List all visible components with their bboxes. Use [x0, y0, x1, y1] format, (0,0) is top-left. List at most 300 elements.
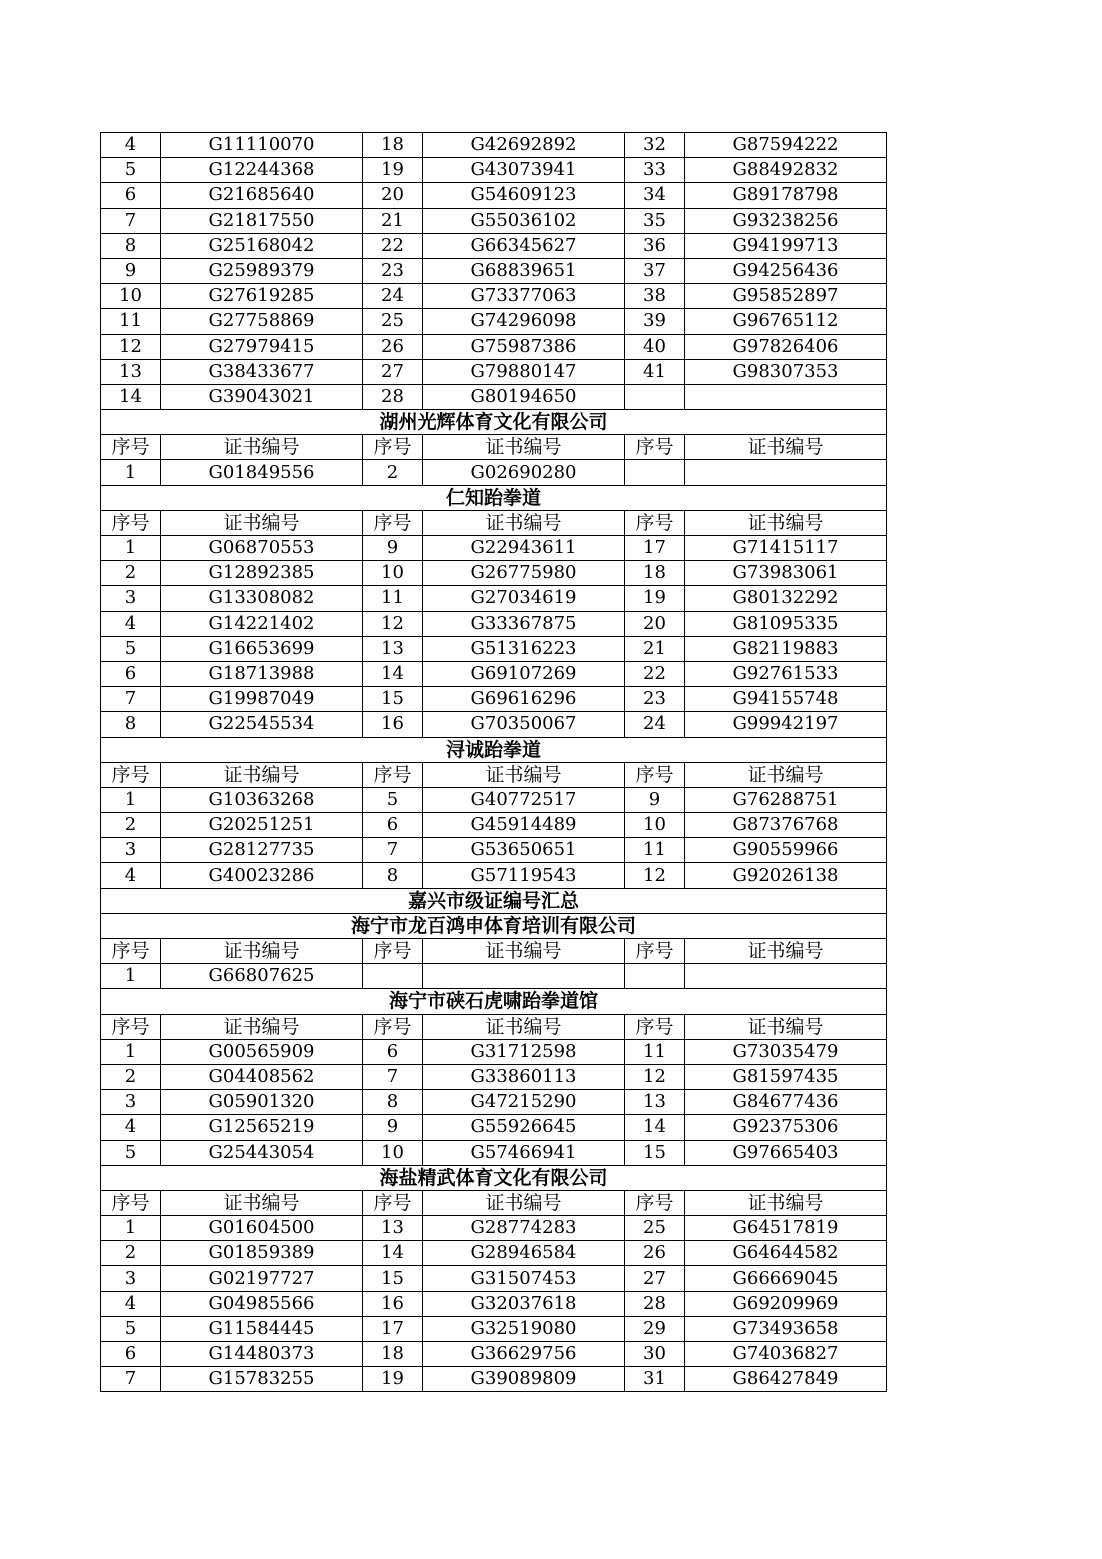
cert-number-header: 证书编号 — [423, 762, 625, 787]
cert-number-cell: G01859389 — [161, 1241, 363, 1266]
seq-cell: 13 — [625, 1090, 685, 1115]
cert-number-cell: G80194650 — [423, 384, 625, 409]
seq-cell: 8 — [363, 863, 423, 888]
cert-number-header: 证书编号 — [423, 435, 625, 460]
cert-number-cell: G66345627 — [423, 233, 625, 258]
table-row — [101, 1316, 887, 1341]
cert-number-cell: G69107269 — [423, 661, 625, 686]
cert-number-header: 证书编号 — [161, 435, 363, 460]
seq-cell: 13 — [363, 1216, 423, 1241]
seq-cell: 11 — [101, 309, 161, 334]
seq-cell: 3 — [101, 1090, 161, 1115]
cert-number-cell: G02197727 — [161, 1266, 363, 1291]
table-row — [101, 787, 887, 812]
cert-number-cell: G27758869 — [161, 309, 363, 334]
cert-number-header: 证书编号 — [161, 1190, 363, 1215]
seq-header: 序号 — [101, 1014, 161, 1039]
table-row — [101, 1115, 887, 1140]
cert-number-cell: G28946584 — [423, 1241, 625, 1266]
column-header-row — [101, 762, 887, 787]
table-row — [101, 1090, 887, 1115]
seq-header: 序号 — [101, 762, 161, 787]
table-row — [101, 1064, 887, 1089]
seq-cell: 7 — [363, 838, 423, 863]
seq-cell — [625, 384, 685, 409]
seq-header: 序号 — [101, 435, 161, 460]
seq-cell: 10 — [363, 561, 423, 586]
cert-number-cell: G73983061 — [685, 561, 887, 586]
seq-cell: 8 — [101, 712, 161, 737]
seq-cell: 12 — [363, 611, 423, 636]
cert-number-header: 证书编号 — [161, 1014, 363, 1039]
table-row — [101, 183, 887, 208]
cert-number-header: 证书编号 — [423, 939, 625, 964]
cert-number-cell: G01849556 — [161, 460, 363, 485]
cert-number-cell: G94199713 — [685, 233, 887, 258]
seq-header: 序号 — [101, 939, 161, 964]
table-row — [101, 964, 887, 989]
seq-cell: 10 — [363, 1140, 423, 1165]
table-row — [101, 1039, 887, 1064]
seq-cell: 1 — [101, 1039, 161, 1064]
cert-number-cell: G89178798 — [685, 183, 887, 208]
section-title: 浔诚跆拳道 — [101, 737, 887, 762]
seq-cell: 24 — [625, 712, 685, 737]
column-header-row — [101, 510, 887, 535]
seq-cell: 7 — [101, 1367, 161, 1392]
cert-number-cell: G31712598 — [423, 1039, 625, 1064]
seq-cell: 8 — [363, 1090, 423, 1115]
cert-number-cell: G64517819 — [685, 1216, 887, 1241]
cert-number-header: 证书编号 — [423, 1014, 625, 1039]
seq-cell: 17 — [363, 1316, 423, 1341]
cert-number-cell: G02690280 — [423, 460, 625, 485]
section-title: 嘉兴市级证编号汇总 — [101, 888, 887, 913]
cert-number-cell: G26775980 — [423, 561, 625, 586]
cert-number-cell: G71415117 — [685, 536, 887, 561]
seq-header: 序号 — [363, 1014, 423, 1039]
cert-number-cell: G27979415 — [161, 334, 363, 359]
cert-number-cell: G64644582 — [685, 1241, 887, 1266]
table-row — [101, 158, 887, 183]
section-title-row — [101, 410, 887, 435]
seq-cell: 19 — [363, 1367, 423, 1392]
seq-cell: 26 — [625, 1241, 685, 1266]
seq-cell: 21 — [363, 208, 423, 233]
seq-cell: 2 — [101, 561, 161, 586]
cert-number-cell: G98307353 — [685, 359, 887, 384]
seq-cell: 5 — [101, 158, 161, 183]
seq-cell — [625, 460, 685, 485]
table-row — [101, 208, 887, 233]
cert-number-cell: G97665403 — [685, 1140, 887, 1165]
cert-number-cell: G92761533 — [685, 661, 887, 686]
cert-number-cell: G74296098 — [423, 309, 625, 334]
table-row — [101, 1291, 887, 1316]
seq-cell: 15 — [363, 687, 423, 712]
cert-number-cell: G32519080 — [423, 1316, 625, 1341]
seq-cell: 6 — [363, 813, 423, 838]
seq-cell: 27 — [625, 1266, 685, 1291]
cert-number-header: 证书编号 — [423, 510, 625, 535]
seq-cell: 20 — [625, 611, 685, 636]
cert-number-cell: G11110070 — [161, 133, 363, 158]
seq-cell: 3 — [101, 586, 161, 611]
cert-number-cell — [685, 384, 887, 409]
seq-cell: 26 — [363, 334, 423, 359]
seq-cell — [625, 964, 685, 989]
cert-number-cell: G12565219 — [161, 1115, 363, 1140]
table-row — [101, 586, 887, 611]
cert-number-cell: G74036827 — [685, 1342, 887, 1367]
cert-number-header: 证书编号 — [685, 510, 887, 535]
seq-cell: 9 — [101, 258, 161, 283]
cert-number-cell: G10363268 — [161, 787, 363, 812]
seq-cell: 12 — [101, 334, 161, 359]
cert-number-cell: G69616296 — [423, 687, 625, 712]
seq-cell: 16 — [363, 712, 423, 737]
cert-number-cell: G25989379 — [161, 258, 363, 283]
cert-number-cell: G27619285 — [161, 284, 363, 309]
seq-header: 序号 — [101, 1190, 161, 1215]
seq-cell: 24 — [363, 284, 423, 309]
seq-header: 序号 — [363, 435, 423, 460]
table-row — [101, 1367, 887, 1392]
seq-cell: 4 — [101, 1115, 161, 1140]
table-row — [101, 233, 887, 258]
cert-number-cell: G39043021 — [161, 384, 363, 409]
cert-number-cell: G55926645 — [423, 1115, 625, 1140]
seq-header: 序号 — [625, 1014, 685, 1039]
cert-number-cell: G28127735 — [161, 838, 363, 863]
seq-cell: 23 — [625, 687, 685, 712]
cert-number-header: 证书编号 — [685, 1014, 887, 1039]
seq-cell: 2 — [101, 1064, 161, 1089]
seq-cell: 12 — [625, 1064, 685, 1089]
seq-cell: 10 — [625, 813, 685, 838]
cert-number-cell: G22943611 — [423, 536, 625, 561]
cert-number-cell: G47215290 — [423, 1090, 625, 1115]
cert-number-cell: G90559966 — [685, 838, 887, 863]
seq-header: 序号 — [101, 510, 161, 535]
seq-cell: 5 — [101, 636, 161, 661]
cert-number-cell: G73493658 — [685, 1316, 887, 1341]
seq-cell: 5 — [363, 787, 423, 812]
seq-cell: 41 — [625, 359, 685, 384]
table-row — [101, 258, 887, 283]
seq-cell: 39 — [625, 309, 685, 334]
table-row — [101, 813, 887, 838]
table-row — [101, 1266, 887, 1291]
seq-cell: 2 — [363, 460, 423, 485]
seq-cell: 8 — [101, 233, 161, 258]
cert-number-cell: G25443054 — [161, 1140, 363, 1165]
cert-number-cell: G92375306 — [685, 1115, 887, 1140]
cert-number-cell: G95852897 — [685, 284, 887, 309]
column-header-row — [101, 435, 887, 460]
seq-cell: 7 — [101, 208, 161, 233]
cert-number-cell: G40023286 — [161, 863, 363, 888]
cert-number-cell: G82119883 — [685, 636, 887, 661]
seq-cell: 4 — [101, 863, 161, 888]
cert-number-cell: G87594222 — [685, 133, 887, 158]
seq-cell: 5 — [101, 1316, 161, 1341]
seq-cell: 4 — [101, 133, 161, 158]
cert-number-cell: G21817550 — [161, 208, 363, 233]
cert-number-cell: G94155748 — [685, 687, 887, 712]
cert-number-cell: G21685640 — [161, 183, 363, 208]
cert-number-cell: G73035479 — [685, 1039, 887, 1064]
cert-number-cell: G43073941 — [423, 158, 625, 183]
cert-number-cell: G73377063 — [423, 284, 625, 309]
cert-number-cell: G11584445 — [161, 1316, 363, 1341]
cert-number-cell: G86427849 — [685, 1367, 887, 1392]
table-row — [101, 309, 887, 334]
seq-cell: 37 — [625, 258, 685, 283]
seq-cell: 13 — [363, 636, 423, 661]
cert-number-cell: G80132292 — [685, 586, 887, 611]
seq-cell: 18 — [625, 561, 685, 586]
cert-number-cell: G39089809 — [423, 1367, 625, 1392]
table-row — [101, 133, 887, 158]
seq-cell: 33 — [625, 158, 685, 183]
cert-number-cell: G12244368 — [161, 158, 363, 183]
seq-cell: 10 — [101, 284, 161, 309]
seq-cell: 1 — [101, 536, 161, 561]
cert-number-cell: G15783255 — [161, 1367, 363, 1392]
seq-cell: 11 — [625, 1039, 685, 1064]
table-row — [101, 838, 887, 863]
seq-cell: 14 — [363, 1241, 423, 1266]
table-row — [101, 536, 887, 561]
seq-cell: 4 — [101, 611, 161, 636]
seq-cell: 36 — [625, 233, 685, 258]
seq-cell: 25 — [363, 309, 423, 334]
table-row — [101, 636, 887, 661]
seq-cell: 22 — [625, 661, 685, 686]
cert-number-cell: G70350067 — [423, 712, 625, 737]
column-header-row — [101, 939, 887, 964]
cert-number-cell: G20251251 — [161, 813, 363, 838]
seq-cell: 6 — [101, 183, 161, 208]
section-title-row — [101, 888, 887, 913]
cert-number-cell: G93238256 — [685, 208, 887, 233]
seq-cell: 2 — [101, 813, 161, 838]
seq-cell: 14 — [101, 384, 161, 409]
cert-number-cell: G87376768 — [685, 813, 887, 838]
certificate-table-body — [101, 133, 887, 1392]
seq-header: 序号 — [363, 510, 423, 535]
cert-number-cell: G40772517 — [423, 787, 625, 812]
table-row — [101, 359, 887, 384]
seq-header: 序号 — [625, 510, 685, 535]
cert-number-header: 证书编号 — [685, 435, 887, 460]
seq-cell: 28 — [363, 384, 423, 409]
cert-number-cell: G75987386 — [423, 334, 625, 359]
cert-number-cell: G54609123 — [423, 183, 625, 208]
seq-cell: 3 — [101, 1266, 161, 1291]
cert-number-cell: G42692892 — [423, 133, 625, 158]
seq-header: 序号 — [625, 939, 685, 964]
cert-number-cell — [685, 460, 887, 485]
seq-cell: 31 — [625, 1367, 685, 1392]
seq-cell: 14 — [625, 1115, 685, 1140]
seq-cell: 3 — [101, 838, 161, 863]
seq-cell: 19 — [363, 158, 423, 183]
seq-cell: 6 — [363, 1039, 423, 1064]
cert-number-cell: G97826406 — [685, 334, 887, 359]
cert-number-cell: G57466941 — [423, 1140, 625, 1165]
seq-cell: 29 — [625, 1316, 685, 1341]
cert-number-cell: G45914489 — [423, 813, 625, 838]
seq-header: 序号 — [363, 939, 423, 964]
cert-number-cell: G33367875 — [423, 611, 625, 636]
table-row — [101, 284, 887, 309]
certificate-table — [100, 132, 887, 1392]
seq-cell: 7 — [363, 1064, 423, 1089]
seq-cell: 14 — [363, 661, 423, 686]
cert-number-cell: G99942197 — [685, 712, 887, 737]
table-row — [101, 1216, 887, 1241]
cert-number-cell: G04985566 — [161, 1291, 363, 1316]
seq-cell: 11 — [625, 838, 685, 863]
seq-cell: 21 — [625, 636, 685, 661]
seq-cell: 7 — [101, 687, 161, 712]
section-title-row — [101, 989, 887, 1014]
section-title-row — [101, 737, 887, 762]
cert-number-cell: G79880147 — [423, 359, 625, 384]
seq-cell: 32 — [625, 133, 685, 158]
cert-number-cell: G33860113 — [423, 1064, 625, 1089]
seq-cell: 34 — [625, 183, 685, 208]
cert-number-cell: G14480373 — [161, 1342, 363, 1367]
seq-header: 序号 — [625, 762, 685, 787]
cert-number-cell: G68839651 — [423, 258, 625, 283]
cert-number-cell: G06870553 — [161, 536, 363, 561]
cert-number-cell: G13308082 — [161, 586, 363, 611]
cert-number-cell: G04408562 — [161, 1064, 363, 1089]
cert-number-cell: G27034619 — [423, 586, 625, 611]
seq-cell: 9 — [363, 536, 423, 561]
section-title: 海宁市硖石虎啸跆拳道馆 — [101, 989, 887, 1014]
table-row — [101, 460, 887, 485]
cert-number-cell: G01604500 — [161, 1216, 363, 1241]
table-row — [101, 712, 887, 737]
section-title-row — [101, 1165, 887, 1190]
table-row — [101, 661, 887, 686]
cert-number-cell: G25168042 — [161, 233, 363, 258]
seq-cell: 18 — [363, 1342, 423, 1367]
seq-cell: 27 — [363, 359, 423, 384]
seq-cell: 15 — [625, 1140, 685, 1165]
table-row — [101, 863, 887, 888]
cert-number-cell: G36629756 — [423, 1342, 625, 1367]
table-row — [101, 384, 887, 409]
cert-number-cell: G32037618 — [423, 1291, 625, 1316]
cert-number-cell: G55036102 — [423, 208, 625, 233]
table-row — [101, 687, 887, 712]
cert-number-cell: G14221402 — [161, 611, 363, 636]
cert-number-cell: G88492832 — [685, 158, 887, 183]
section-title-row — [101, 913, 887, 938]
table-row — [101, 1342, 887, 1367]
seq-cell: 28 — [625, 1291, 685, 1316]
table-row — [101, 334, 887, 359]
cert-number-cell: G38433677 — [161, 359, 363, 384]
column-header-row — [101, 1014, 887, 1039]
cert-number-cell: G66807625 — [161, 964, 363, 989]
column-header-row — [101, 1190, 887, 1215]
cert-number-cell: G28774283 — [423, 1216, 625, 1241]
cert-number-header: 证书编号 — [161, 762, 363, 787]
seq-cell: 9 — [625, 787, 685, 812]
cert-number-header: 证书编号 — [685, 762, 887, 787]
cert-number-cell: G94256436 — [685, 258, 887, 283]
seq-header: 序号 — [625, 435, 685, 460]
seq-cell: 25 — [625, 1216, 685, 1241]
seq-cell: 23 — [363, 258, 423, 283]
cert-number-cell: G92026138 — [685, 863, 887, 888]
cert-number-header: 证书编号 — [161, 939, 363, 964]
cert-number-header: 证书编号 — [423, 1190, 625, 1215]
cert-number-cell: G31507453 — [423, 1266, 625, 1291]
seq-cell: 17 — [625, 536, 685, 561]
cert-number-cell: G12892385 — [161, 561, 363, 586]
cert-number-header: 证书编号 — [685, 1190, 887, 1215]
seq-cell: 1 — [101, 460, 161, 485]
seq-cell: 9 — [363, 1115, 423, 1140]
cert-number-cell: G19987049 — [161, 687, 363, 712]
cert-number-cell: G16653699 — [161, 636, 363, 661]
seq-header: 序号 — [363, 762, 423, 787]
cert-number-cell: G69209969 — [685, 1291, 887, 1316]
seq-cell: 11 — [363, 586, 423, 611]
seq-cell: 1 — [101, 964, 161, 989]
cert-number-cell: G51316223 — [423, 636, 625, 661]
seq-cell: 38 — [625, 284, 685, 309]
seq-cell: 4 — [101, 1291, 161, 1316]
seq-cell: 6 — [101, 661, 161, 686]
cert-number-cell: G53650651 — [423, 838, 625, 863]
seq-header: 序号 — [625, 1190, 685, 1215]
section-title-row — [101, 485, 887, 510]
cert-number-cell: G18713988 — [161, 661, 363, 686]
seq-cell: 5 — [101, 1140, 161, 1165]
seq-cell — [363, 964, 423, 989]
table-row — [101, 1140, 887, 1165]
table-row — [101, 561, 887, 586]
seq-cell: 18 — [363, 133, 423, 158]
seq-header: 序号 — [363, 1190, 423, 1215]
seq-cell: 19 — [625, 586, 685, 611]
cert-number-cell — [423, 964, 625, 989]
seq-cell: 2 — [101, 1241, 161, 1266]
seq-cell: 13 — [101, 359, 161, 384]
cert-number-cell: G57119543 — [423, 863, 625, 888]
seq-cell: 6 — [101, 1342, 161, 1367]
cert-number-header: 证书编号 — [161, 510, 363, 535]
cert-number-header: 证书编号 — [685, 939, 887, 964]
section-title: 仁知跆拳道 — [101, 485, 887, 510]
seq-cell: 1 — [101, 787, 161, 812]
cert-number-cell: G22545534 — [161, 712, 363, 737]
section-title: 湖州光辉体育文化有限公司 — [101, 410, 887, 435]
cert-number-cell: G84677436 — [685, 1090, 887, 1115]
table-row — [101, 1241, 887, 1266]
cert-number-cell: G05901320 — [161, 1090, 363, 1115]
table-row — [101, 611, 887, 636]
section-title: 海宁市龙百鸿申体育培训有限公司 — [101, 913, 887, 938]
